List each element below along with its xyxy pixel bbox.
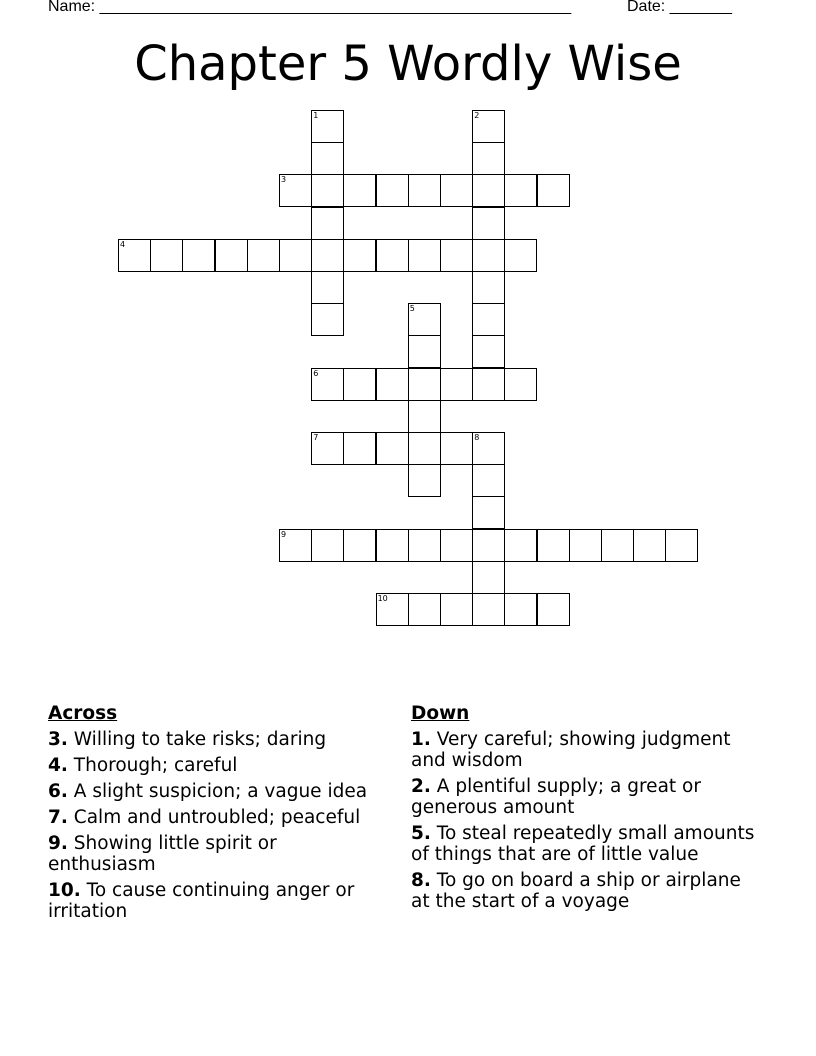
grid-cell[interactable] [311, 432, 344, 465]
grid-cell[interactable] [472, 303, 505, 336]
grid-cell[interactable] [343, 529, 376, 562]
clue-text: A plentiful supply; a great or generous amount [411, 776, 701, 818]
cell-number: 2 [474, 111, 480, 120]
grid-cell[interactable] [408, 432, 441, 465]
grid-cell[interactable] [408, 529, 441, 562]
clue-text: Calm and untroubled; peaceful [73, 807, 361, 828]
clue-number: 8. [411, 870, 431, 891]
grid-cell[interactable] [343, 368, 376, 401]
grid-cell[interactable] [504, 529, 537, 562]
across-clue-3 [48, 729, 388, 750]
grid-cell[interactable] [472, 464, 505, 497]
grid-cell[interactable] [537, 529, 570, 562]
across-clue-9 [48, 833, 388, 875]
grid-cell[interactable] [150, 239, 183, 272]
grid-cell[interactable] [440, 368, 473, 401]
grid-cell[interactable] [279, 529, 312, 562]
grid-cell[interactable] [118, 239, 151, 272]
grid-cell[interactable] [537, 593, 570, 626]
cell-number: 5 [409, 304, 415, 314]
grid-cell[interactable] [311, 271, 344, 304]
grid-cell[interactable] [311, 368, 344, 401]
grid-cell[interactable] [408, 464, 441, 497]
grid-cell[interactable] [311, 174, 344, 207]
grid-cell[interactable] [408, 335, 441, 368]
grid-cell[interactable] [408, 593, 441, 626]
grid-cell[interactable] [569, 529, 602, 562]
grid-cell[interactable] [247, 239, 280, 272]
grid-cell[interactable] [279, 174, 312, 207]
grid-cell[interactable] [343, 174, 376, 207]
grid-cell[interactable] [343, 239, 376, 272]
grid-cell[interactable] [472, 271, 505, 304]
cell-number: 3 [281, 175, 287, 185]
clue-number: 9. [48, 833, 68, 854]
grid-cell[interactable] [504, 368, 537, 401]
grid-cell[interactable] [472, 174, 505, 207]
grid-cell[interactable] [408, 400, 441, 433]
grid-cell[interactable] [472, 335, 505, 368]
clue-number: 4. [48, 755, 68, 776]
page-title: Chapter 5 Wordly Wise [134, 36, 682, 92]
grid-cell[interactable] [408, 239, 441, 272]
grid-cell[interactable] [376, 239, 409, 272]
cell-number: 7 [313, 433, 319, 442]
clue-number: 7. [48, 807, 68, 828]
grid-cell[interactable] [537, 174, 570, 207]
cell-number: 4 [120, 239, 126, 249]
grid-cell[interactable] [311, 110, 344, 143]
clue-number: 5. [411, 823, 431, 844]
grid-cell[interactable] [376, 368, 409, 401]
grid-cell[interactable] [440, 174, 473, 207]
grid-cell[interactable] [311, 239, 344, 272]
grid-cell[interactable] [343, 432, 376, 465]
across-clue-7 [48, 807, 388, 828]
grid-cell[interactable] [472, 496, 505, 529]
date-field[interactable]: Date: _______ [627, 0, 732, 15]
clue-number: 6. [48, 781, 68, 802]
down-clue-8 [411, 870, 761, 912]
grid-cell[interactable] [504, 239, 537, 272]
clue-text: Thorough; careful [73, 755, 238, 776]
grid-cell[interactable] [440, 432, 473, 465]
grid-cell[interactable] [408, 303, 441, 336]
grid-cell[interactable] [376, 529, 409, 562]
grid-cell[interactable] [408, 174, 441, 207]
grid-cell[interactable] [440, 239, 473, 272]
cell-number: 1 [313, 111, 319, 120]
cell-number: 6 [313, 368, 319, 378]
clue-text: A slight suspicion; a vague idea [73, 781, 368, 802]
grid-cell[interactable] [472, 368, 505, 401]
grid-cell[interactable] [472, 239, 505, 272]
down-heading: Down [411, 703, 470, 724]
grid-cell[interactable] [472, 110, 505, 143]
grid-cell[interactable] [376, 174, 409, 207]
clue-number: 3. [48, 729, 68, 750]
grid-cell[interactable] [504, 593, 537, 626]
across-heading: Across [48, 703, 118, 724]
down-clue-2 [411, 776, 761, 818]
down-clue-1 [411, 729, 761, 771]
grid-cell[interactable] [472, 529, 505, 562]
grid-cell[interactable] [440, 529, 473, 562]
grid-cell[interactable] [311, 529, 344, 562]
grid-cell[interactable] [601, 529, 634, 562]
across-clue-10 [48, 880, 388, 922]
grid-cell[interactable] [504, 174, 537, 207]
clue-number: 2. [411, 776, 431, 797]
clue-text: To go on board a ship or airplane at the start of a voyage [411, 870, 741, 912]
clue-text: To steal repeatedly small amounts of things that are of little value [411, 823, 755, 865]
clue-number: 10. [48, 880, 81, 901]
name-field[interactable]: Name: _____________________________________________________ [48, 0, 572, 15]
grid-cell[interactable] [472, 432, 505, 465]
down-clues [411, 703, 761, 917]
grid-cell[interactable] [472, 593, 505, 626]
grid-cell[interactable] [311, 303, 344, 336]
grid-cell[interactable] [279, 239, 312, 272]
clue-text: Very careful; showing judgment and wisdom [411, 729, 731, 771]
across-clue-6 [48, 781, 388, 802]
down-clue-5 [411, 823, 761, 865]
clue-number: 1. [411, 729, 431, 750]
grid-cell[interactable] [311, 142, 344, 175]
grid-cell[interactable] [376, 432, 409, 465]
clue-text: Showing little spirit or enthusiasm [48, 833, 277, 875]
grid-cell[interactable] [311, 207, 344, 240]
clue-text: To cause continuing anger or irritation [48, 880, 355, 922]
grid-cell[interactable] [182, 239, 215, 272]
grid-cell[interactable] [376, 593, 409, 626]
across-clue-4 [48, 755, 388, 776]
grid-cell[interactable] [408, 368, 441, 401]
cell-number: 9 [281, 529, 287, 539]
grid-cell[interactable] [472, 142, 505, 175]
grid-cell[interactable] [633, 529, 666, 562]
clue-text: Willing to take risks; daring [73, 729, 327, 750]
grid-cell[interactable] [472, 561, 505, 594]
cell-number: 10 [377, 594, 388, 603]
grid-cell[interactable] [472, 207, 505, 240]
grid-cell[interactable] [665, 529, 698, 562]
grid-cell[interactable] [215, 239, 248, 272]
across-clues [48, 703, 388, 927]
grid-cell[interactable] [440, 593, 473, 626]
cell-number: 8 [474, 433, 480, 442]
